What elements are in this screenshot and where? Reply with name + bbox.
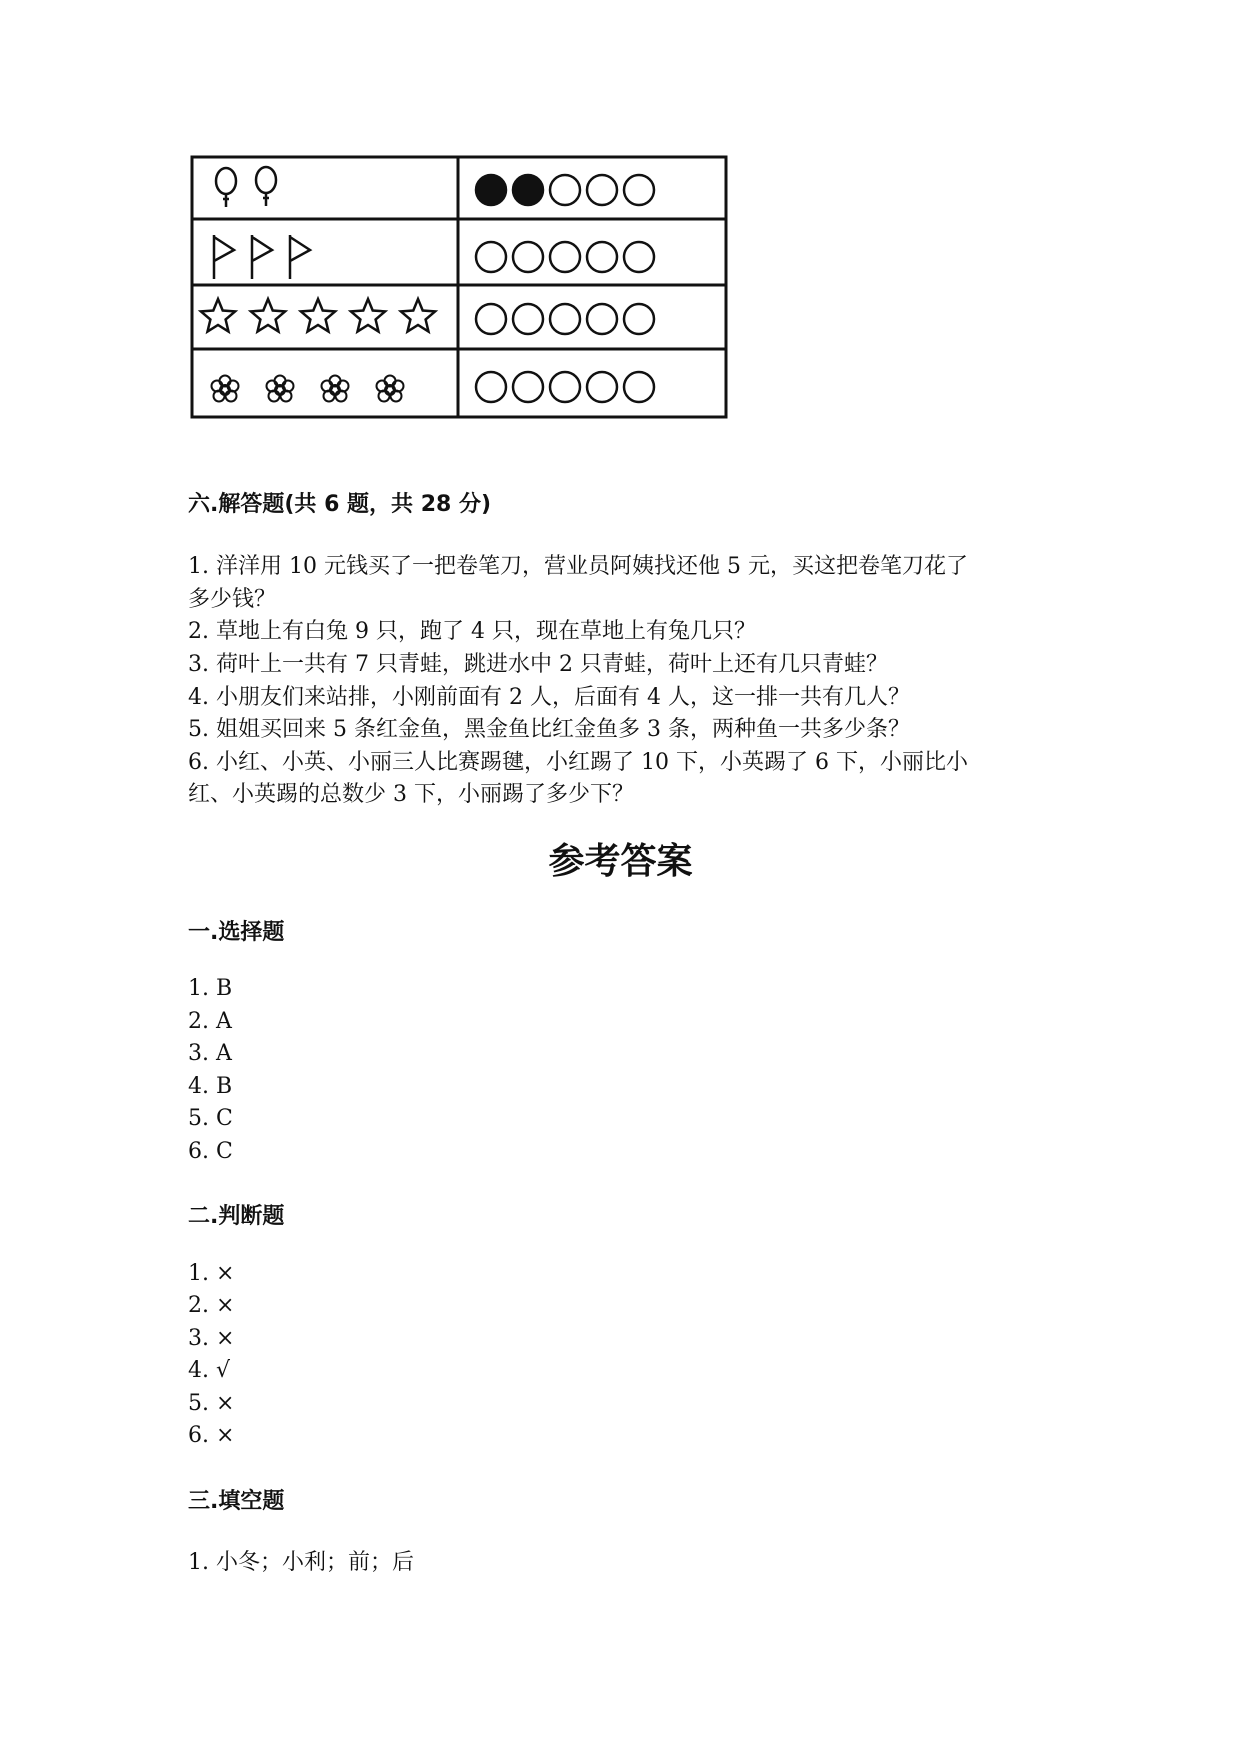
balloon-icon	[216, 168, 236, 207]
answer-item: 3. ×	[188, 1326, 235, 1351]
question-6-line-1: 6. 小红、小英、小丽三人比赛踢毽，小红踢了 10 下，小英踢了 6 下，小丽比小	[188, 750, 968, 775]
flower-icon	[322, 376, 349, 402]
answers-section-2-heading: 二.判断题	[188, 1204, 285, 1229]
section-6-heading: 六.解答题(共 6 题，共 28 分)	[188, 492, 492, 517]
answer-item: 6. ×	[188, 1423, 235, 1448]
question-1-line-1: 1. 洋洋用 10 元钱买了一把卷笔刀，营业员阿姨找还他 5 元，买这把卷笔刀花了	[188, 554, 968, 579]
answer-item: 6. C	[188, 1139, 233, 1164]
star-icon	[251, 299, 285, 332]
question-2: 2. 草地上有白兔 9 只，跑了 4 只，现在草地上有兔几只？	[188, 619, 756, 644]
answer-item: 1. 小冬；小利；前；后	[188, 1550, 414, 1575]
flower-icon	[267, 376, 294, 402]
circle-row-3	[476, 304, 654, 334]
question-3: 3. 荷叶上一共有 7 只青蛙，跳进水中 2 只青蛙，荷叶上还有几只青蛙？	[188, 652, 888, 677]
answers-title: 参考答案	[548, 841, 693, 882]
answers-section-3-heading: 三.填空题	[188, 1489, 285, 1514]
star-icon	[301, 299, 335, 332]
answer-item: 4. B	[188, 1074, 233, 1099]
flag-icon	[252, 235, 272, 279]
question-4: 4. 小朋友们来站排，小刚前面有 2 人，后面有 4 人，这一排一共有几人？	[188, 685, 910, 710]
answer-item: 5. C	[188, 1106, 233, 1131]
flag-icon	[214, 235, 234, 279]
flower-icon	[212, 376, 239, 402]
picture-table	[190, 155, 728, 419]
question-1-line-2: 多少钱？	[188, 587, 277, 612]
circle-row-2	[476, 242, 654, 272]
answers-section-1-heading: 一.选择题	[188, 920, 285, 945]
answer-item: 2. A	[188, 1009, 232, 1034]
answer-item: 5. ×	[188, 1391, 235, 1416]
answer-item: 3. A	[188, 1041, 232, 1066]
star-icon	[401, 299, 435, 332]
answer-item: 4. √	[188, 1358, 231, 1383]
star-icon	[351, 299, 385, 332]
question-6-line-2: 红、小英踢的总数少 3 下，小丽踢了多少下？	[188, 782, 634, 807]
circle-row-1	[476, 175, 654, 205]
answer-item: 1. ×	[188, 1261, 235, 1286]
flag-icon	[290, 235, 310, 279]
star-icon	[201, 299, 235, 332]
question-5: 5. 姐姐买回来 5 条红金鱼，黑金鱼比红金鱼多 3 条，两种鱼一共多少条？	[188, 717, 910, 742]
circle-row-4	[476, 372, 654, 402]
answer-item: 2. ×	[188, 1293, 235, 1318]
balloon-icon	[256, 167, 276, 206]
flower-icon	[377, 376, 404, 402]
answer-item: 1. B	[188, 976, 233, 1001]
